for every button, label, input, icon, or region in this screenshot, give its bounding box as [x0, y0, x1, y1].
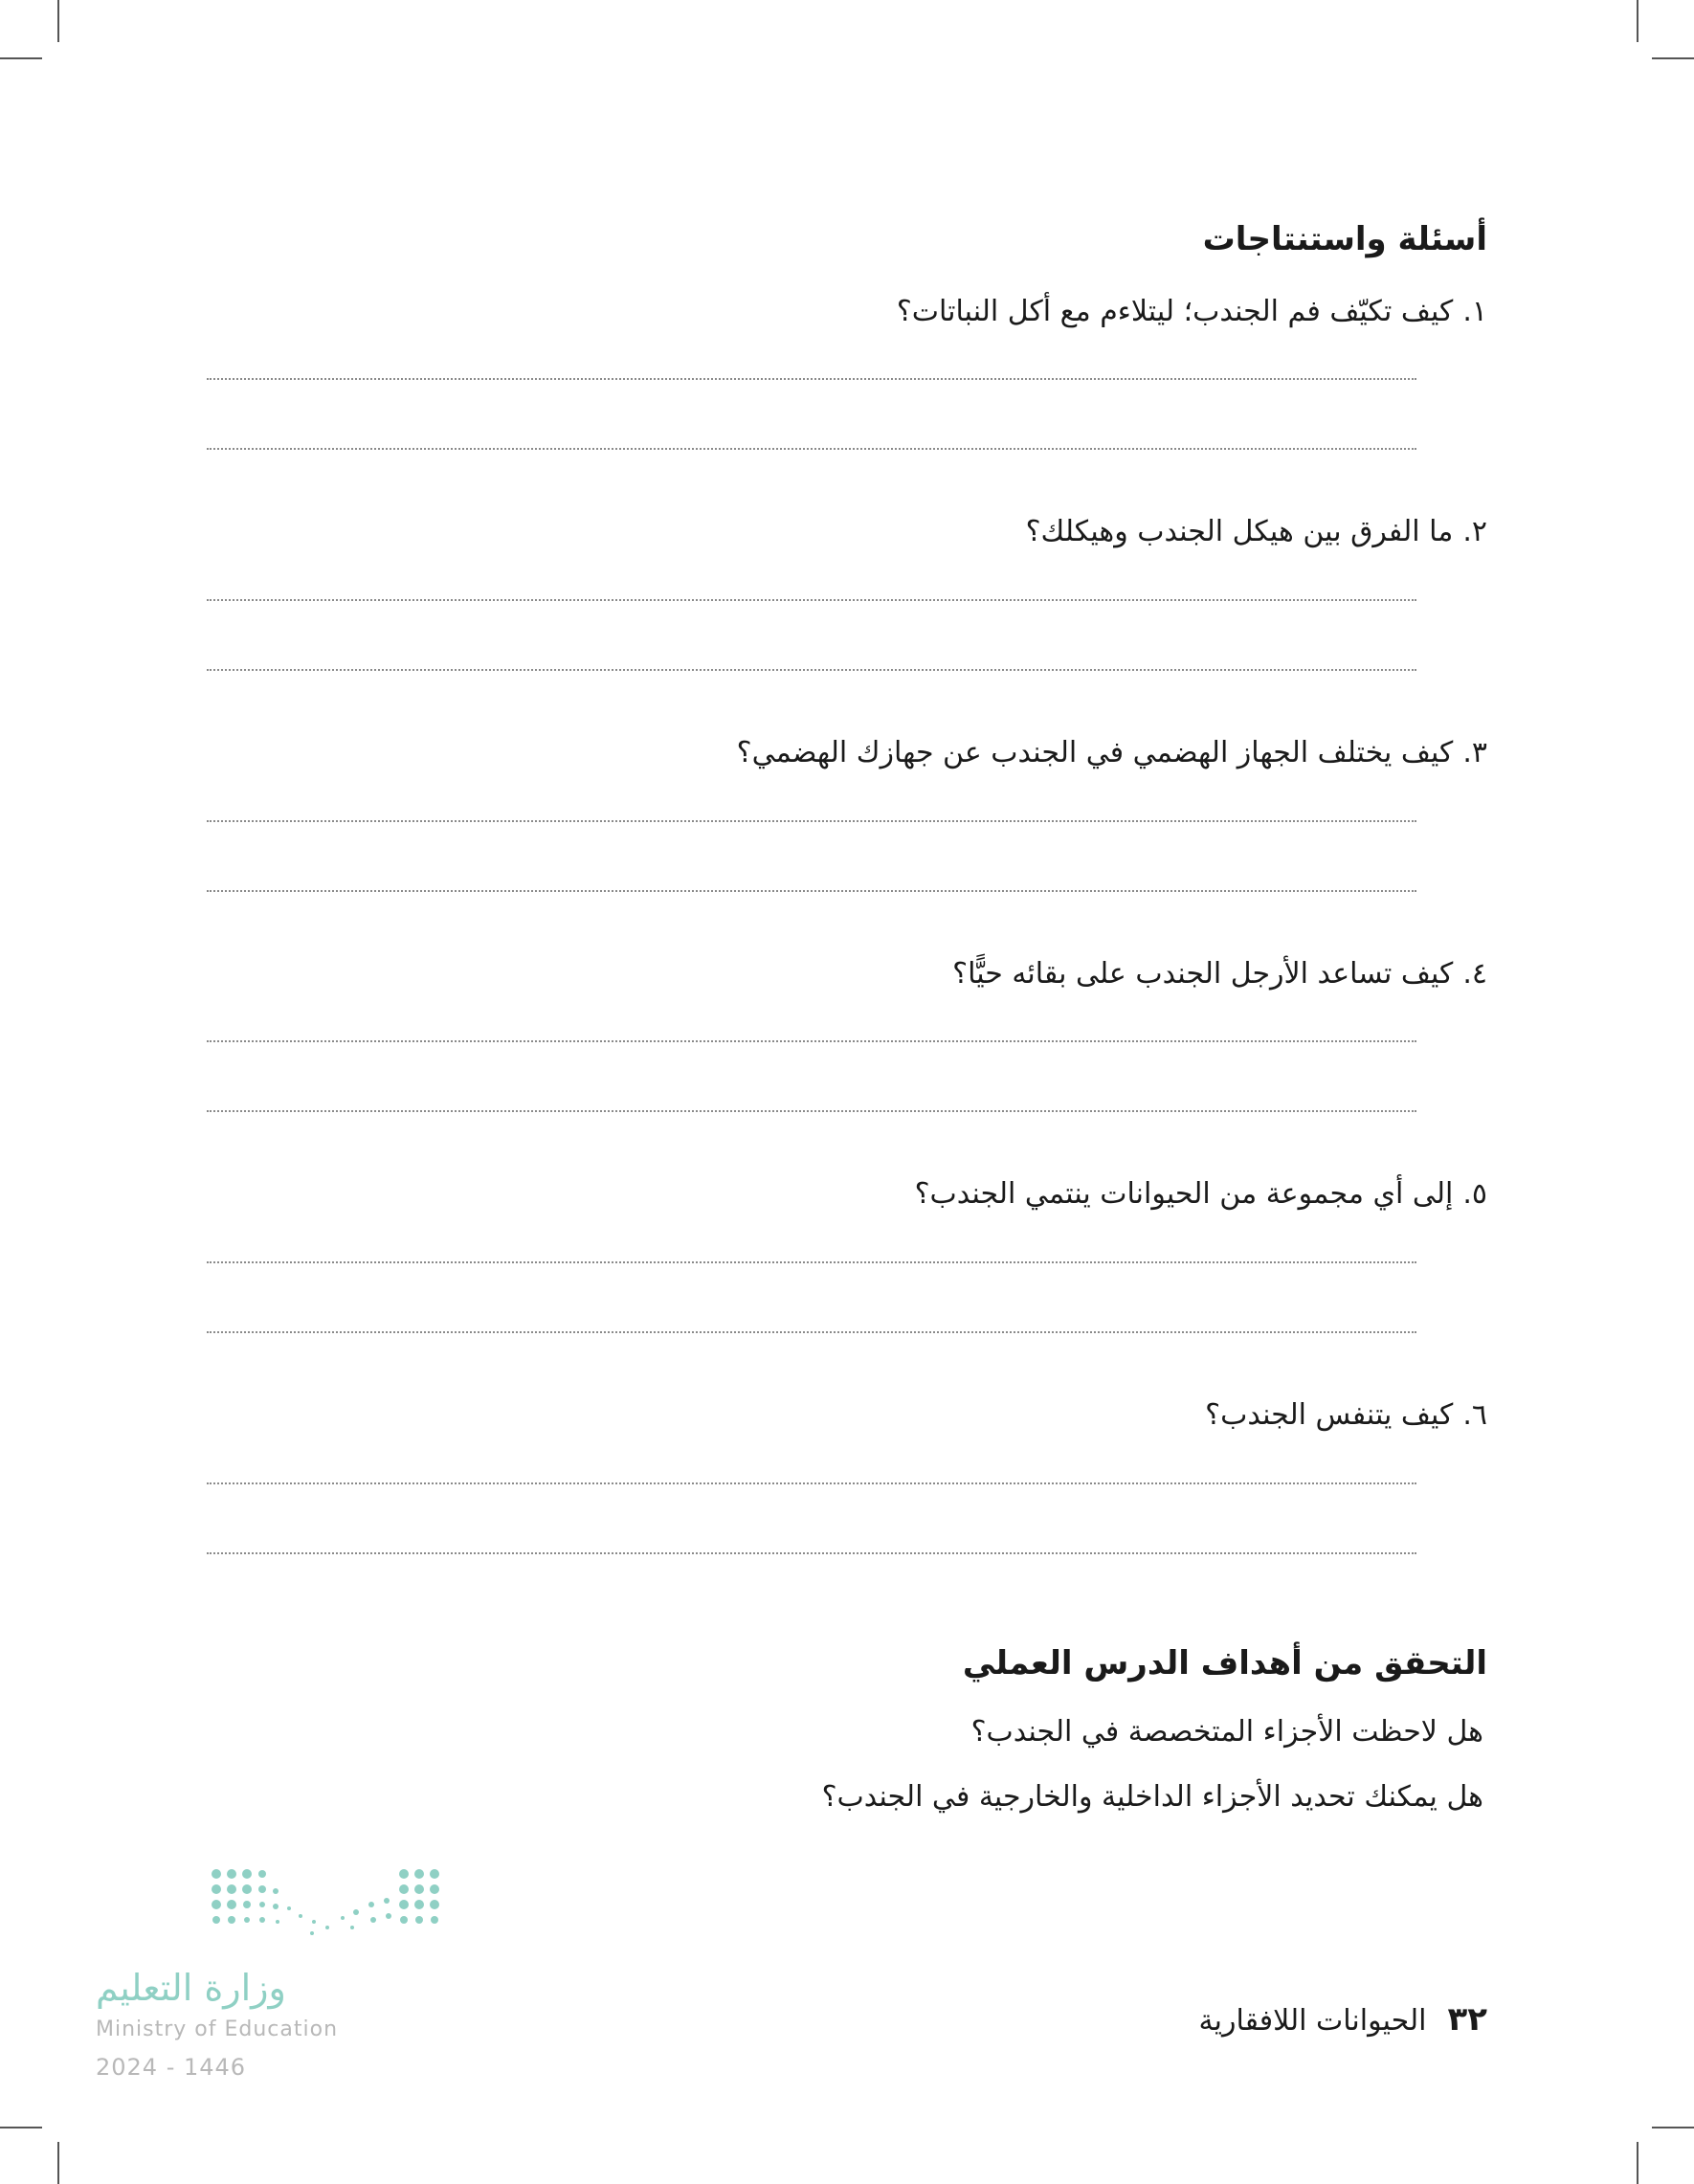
answer-line[interactable] [207, 599, 1416, 601]
answer-line[interactable] [207, 1261, 1416, 1263]
section-title-questions: أسئلة واستنتاجات [1202, 220, 1487, 258]
chapter-title: الحيوانات اللافقارية [1198, 2004, 1427, 2038]
question-number: ٤. [1462, 957, 1487, 991]
question-1 [897, 295, 1487, 328]
answer-line[interactable] [207, 1110, 1416, 1112]
ministry-name-arabic: وزارة التعليم [96, 1967, 286, 2009]
question-5 [915, 1177, 1487, 1211]
answer-line[interactable] [207, 820, 1416, 822]
crop-mark [0, 57, 42, 59]
question-6 [1205, 1398, 1487, 1432]
answer-line[interactable] [207, 1331, 1416, 1333]
page-footer [1199, 2000, 1487, 2039]
question-text: كيف يتنفس الجندب؟ [1205, 1398, 1454, 1432]
question-number: ١. [1462, 295, 1487, 328]
crop-mark [0, 2127, 42, 2128]
question-2 [1026, 515, 1487, 548]
ministry-name-english: Ministry of Education [96, 2017, 339, 2041]
answer-line[interactable] [207, 669, 1416, 671]
question-text: ما الفرق بين هيكل الجندب وهيكلك؟ [1025, 515, 1454, 548]
question-number: ٦. [1462, 1398, 1487, 1432]
question-4 [952, 957, 1487, 991]
question-text: كيف تساعد الأرجل الجندب على بقائه حيًّا؟ [952, 957, 1454, 991]
question-3 [737, 736, 1487, 769]
question-number: ٥. [1462, 1177, 1487, 1211]
crop-mark [57, 2142, 59, 2184]
question-text: كيف يختلف الجهاز الهضمي في الجندب عن جهازك الهضمي؟ [736, 736, 1454, 769]
answer-line[interactable] [207, 448, 1416, 450]
objective-question-1: هل لاحظت الأجزاء المتخصصة في الجندب؟ [970, 1715, 1483, 1749]
question-text: إلى أي مجموعة من الحيوانات ينتمي الجندب؟ [914, 1177, 1454, 1211]
crop-mark [1637, 2142, 1638, 2184]
question-text: كيف تكيّف فم الجندب؛ ليتلاءم مع أكل النباتات؟ [896, 295, 1454, 328]
answer-line[interactable] [207, 378, 1416, 380]
crop-mark [1652, 57, 1694, 59]
ministry-logo-dots-icon [209, 1866, 448, 1943]
crop-mark [1652, 2127, 1694, 2128]
question-number: ٣. [1462, 736, 1487, 769]
answer-line[interactable] [207, 890, 1416, 892]
crop-mark [57, 0, 59, 42]
section-title-objectives: التحقق من أهداف الدرس العملي [962, 1644, 1487, 1683]
answer-line[interactable] [207, 1482, 1416, 1484]
edition-year: 2024 - 1446 [96, 2054, 247, 2081]
answer-line[interactable] [207, 1040, 1416, 1042]
question-number: ٢. [1462, 515, 1487, 548]
page-number: ٣٢ [1447, 2000, 1487, 2039]
objective-question-2: هل يمكنك تحديد الأجزاء الداخلية والخارجية في الجندب؟ [821, 1780, 1483, 1814]
crop-mark [1637, 0, 1638, 42]
answer-line[interactable] [207, 1552, 1416, 1554]
